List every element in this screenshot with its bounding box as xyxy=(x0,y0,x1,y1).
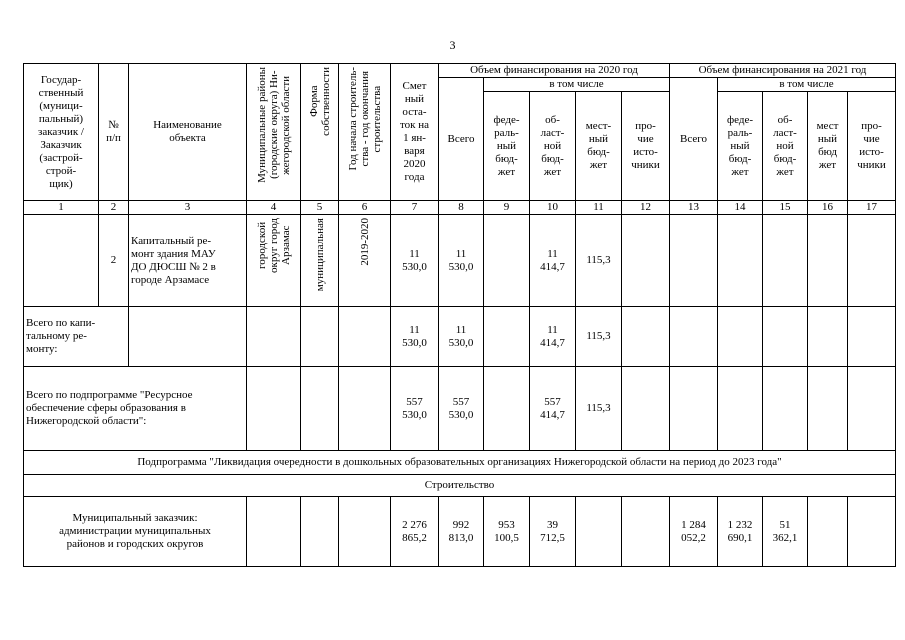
cell-estimated: 11 530,0 xyxy=(391,215,439,307)
cell-ownership: муниципальная xyxy=(301,215,339,307)
col-num: 9 xyxy=(484,201,530,215)
cell-federal-2020: 953 100,5 xyxy=(484,497,530,567)
cell-regional-2020: 39 712,5 xyxy=(530,497,576,567)
table-row-customer xyxy=(24,497,896,567)
cell-estimated: 11 530,0 xyxy=(391,307,439,367)
col-num: 10 xyxy=(530,201,576,215)
col-num: 4 xyxy=(247,201,301,215)
header-object-name: Наименование объекта xyxy=(129,64,247,201)
col-num: 7 xyxy=(391,201,439,215)
cell-district: городской округ город Арзамас xyxy=(247,215,301,307)
cell-total-2020: 11 530,0 xyxy=(439,215,484,307)
col-num: 3 xyxy=(129,201,247,215)
financing-table xyxy=(23,63,896,567)
header-years: Год начала строитель- ства - год окончания строительства xyxy=(339,64,391,201)
header-regional-2021: об- ласт- ной бюд- жет xyxy=(763,92,808,201)
column-numbers-row xyxy=(24,201,896,215)
col-num: 5 xyxy=(301,201,339,215)
header-total-2020: Всего xyxy=(439,78,484,201)
section-title: Строительство xyxy=(24,475,896,497)
subprogram-title: Подпрограмма "Ликвидация очередности в дошкольных образовательных организациях Нижегородской области на период до 2023 года" xyxy=(24,451,896,475)
col-num: 12 xyxy=(622,201,670,215)
cell-total-2020: 11 530,0 xyxy=(439,307,484,367)
header-including-2021: в том числе xyxy=(718,78,896,92)
cell-capital-label: Всего по капи- тальному ре- монту: xyxy=(24,307,129,367)
col-num: 15 xyxy=(763,201,808,215)
cell-regional-2020: 557 414,7 xyxy=(530,367,576,451)
col-num: 13 xyxy=(670,201,718,215)
header-fin-2021: Объем финансирования на 2021 год xyxy=(670,64,896,78)
header-other-2021: про- чие исто- чники xyxy=(848,92,896,201)
cell-total-2020: 557 530,0 xyxy=(439,367,484,451)
col-num: 6 xyxy=(339,201,391,215)
cell-num: 2 xyxy=(99,215,129,307)
col-num: 17 xyxy=(848,201,896,215)
col-num: 14 xyxy=(718,201,763,215)
header-local-2020: мест- ный бюд- жет xyxy=(576,92,622,201)
cell-subprogram-label: Всего по подпрограмме "Ресурсное обеспечение сферы образования в Нижегородской области": xyxy=(24,367,247,451)
header-regional-2020: об- ласт- ной бюд- жет xyxy=(530,92,576,201)
cell-regional-2021: 51 362,1 xyxy=(763,497,808,567)
header-other-2020: про- чие исто- чники xyxy=(622,92,670,201)
cell-local-2020: 115,3 xyxy=(576,367,622,451)
col-num: 11 xyxy=(576,201,622,215)
cell-object-name: Капитальный ре- монт здания МАУ ДО ДЮСШ № 2 в городе Арзамасе xyxy=(129,215,247,307)
cell-customer-label: Муниципальный заказчик: администрации муниципальных районов и городских округов xyxy=(24,497,247,567)
cell-estimated: 557 530,0 xyxy=(391,367,439,451)
col-num: 1 xyxy=(24,201,99,215)
header-num: № п/п xyxy=(99,64,129,201)
table-row-subprogram-total xyxy=(24,367,896,451)
cell-total-2020: 992 813,0 xyxy=(439,497,484,567)
header-including-2020: в том числе xyxy=(484,78,670,92)
table-row-object xyxy=(24,215,896,307)
cell-total-2021: 1 284 052,2 xyxy=(670,497,718,567)
cell-regional-2020: 11 414,7 xyxy=(530,215,576,307)
table-row-capital-total xyxy=(24,307,896,367)
page-number: 3 xyxy=(449,38,456,52)
cell-local-2020: 115,3 xyxy=(576,215,622,307)
header-local-2021: мест ный бюд жет xyxy=(808,92,848,201)
cell-estimated: 2 276 865,2 xyxy=(391,497,439,567)
header-federal-2020: феде- раль- ный бюд- жет xyxy=(484,92,530,201)
cell-years: 2019-2020 xyxy=(339,215,391,307)
col-num: 2 xyxy=(99,201,129,215)
header-fin-2020: Объем финансирования на 2020 год xyxy=(439,64,670,78)
header-federal-2021: феде- раль- ный бюд- жет xyxy=(718,92,763,201)
col-num: 16 xyxy=(808,201,848,215)
cell-federal-2021: 1 232 690,1 xyxy=(718,497,763,567)
cell-local-2020: 115,3 xyxy=(576,307,622,367)
cell-regional-2020: 11 414,7 xyxy=(530,307,576,367)
header-districts: Муниципальные районы (городские округа) Ни- жегородской области xyxy=(247,64,301,201)
header-ownership: Форма собственности xyxy=(301,64,339,201)
header-total-2021: Всего xyxy=(670,78,718,201)
col-num: 8 xyxy=(439,201,484,215)
header-estimated: Смет ный оста- ток на 1 ян- варя 2020 года xyxy=(391,64,439,201)
header-customer: Государ- ственный (муници- пальный) заказчик / Заказчик (застрой- строй- щик) xyxy=(24,64,99,201)
